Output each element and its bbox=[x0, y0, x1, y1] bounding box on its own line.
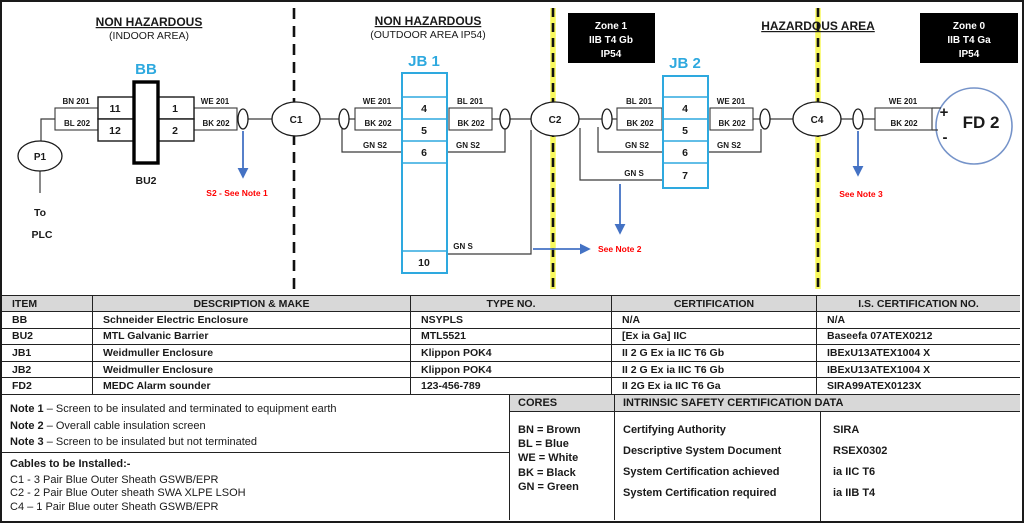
wire-label: GN S2 bbox=[624, 141, 650, 150]
terminal-number: 6 bbox=[682, 147, 688, 159]
table-cell: Klippon POK4 bbox=[411, 362, 612, 379]
table-cell: Weidmuller Enclosure bbox=[93, 362, 411, 379]
table-cell: MTL Galvanic Barrier bbox=[93, 329, 411, 346]
is-cert-label: Certifying Authority bbox=[623, 424, 726, 436]
is-cert-value: ia IIC T6 bbox=[833, 466, 876, 478]
cable-c4-label: C4 bbox=[810, 115, 824, 126]
core-bk: BK = Black bbox=[518, 466, 576, 479]
core-bn: BN = Brown bbox=[518, 424, 581, 436]
wire-label: BK 202 bbox=[364, 119, 392, 128]
zone1-line1: Zone 1 bbox=[594, 21, 628, 32]
table-cell: JB1 bbox=[2, 345, 93, 362]
terminal-number: 2 bbox=[172, 125, 178, 137]
table-cell: II 2G Ex ia IIC T6 Ga bbox=[612, 378, 817, 395]
table-cell: II 2 G Ex ia IIC T6 Gb bbox=[612, 345, 817, 362]
terminal-number: 10 bbox=[418, 257, 430, 269]
note1-text: S2 - See Note 1 bbox=[206, 188, 268, 198]
bb-title: BB bbox=[135, 61, 157, 78]
is-cert-values bbox=[820, 412, 1020, 521]
table-cell: IBExU13ATEX1004 X bbox=[817, 345, 1020, 362]
note-1 bbox=[10, 401, 501, 418]
bb-barrier-bar bbox=[134, 82, 158, 163]
is-cert-label: System Certification achieved bbox=[623, 466, 780, 478]
fd2-plus: + bbox=[939, 104, 949, 121]
note-1-text: – Screen to be insulated and terminated to equipment earth bbox=[46, 403, 337, 415]
cables-title: Cables to be Installed:- bbox=[10, 458, 131, 470]
equipment-table bbox=[2, 295, 1020, 395]
notes-panel bbox=[2, 395, 510, 520]
cable-item-c1: C1 - 3 Pair Blue Outer Sheath GSWB/EPR bbox=[10, 473, 219, 486]
is-cert-label: Descriptive System Document bbox=[623, 445, 782, 457]
to-plc-line1: To bbox=[33, 207, 47, 219]
hazardous-area-title: HAZARDOUS AREA bbox=[761, 19, 875, 33]
terminal-number: 4 bbox=[682, 103, 688, 115]
wire-label: GN S bbox=[624, 169, 644, 178]
cable-gland bbox=[500, 109, 510, 129]
is-cert-value: RSEX0302 bbox=[833, 445, 888, 457]
cable-c1-label: C1 bbox=[289, 115, 303, 126]
wire-label: WE 201 bbox=[362, 97, 392, 106]
outdoor-area-title: NON HAZARDOUS bbox=[374, 14, 482, 28]
table-cell: JB2 bbox=[2, 362, 93, 379]
p1-label: P1 bbox=[33, 152, 47, 163]
cable-gland bbox=[602, 109, 612, 129]
cable-gland bbox=[760, 109, 770, 129]
fd2-label: FD 2 bbox=[962, 113, 1000, 132]
indoor-area-title: NON HAZARDOUS bbox=[95, 15, 203, 29]
cable-item-c2: C2 - 2 Pair Blue Outer sheath SWA XLPE LSOH bbox=[10, 487, 246, 499]
col-header-is-cert-no: I.S. CERTIFICATION NO. bbox=[817, 296, 1020, 312]
wire-p1-to-cable bbox=[41, 119, 55, 141]
table-cell: BB bbox=[2, 312, 93, 329]
note-2-label: Note 2 bbox=[10, 419, 44, 432]
table-cell: SIRA99ATEX0123X bbox=[817, 378, 1020, 395]
note-1-label: Note 1 bbox=[10, 403, 44, 415]
note2-text: See Note 2 bbox=[598, 244, 642, 254]
indoor-area-sub: (INDOOR AREA) bbox=[109, 30, 189, 42]
table-cell: MTL5521 bbox=[411, 329, 612, 346]
wire-label: BL 202 bbox=[63, 119, 91, 128]
col-header-certification: CERTIFICATION bbox=[612, 296, 817, 312]
col-header-item: ITEM bbox=[2, 296, 93, 312]
note-2 bbox=[10, 418, 501, 435]
wire-label: GN S bbox=[453, 242, 473, 251]
wiring-diagram bbox=[2, 2, 1021, 293]
col-header-description: DESCRIPTION & MAKE bbox=[93, 296, 411, 312]
core-bl: BL = Blue bbox=[518, 438, 569, 451]
fd2-minus: - bbox=[942, 129, 948, 146]
terminal-number: 1 bbox=[172, 103, 178, 115]
table-cell: IBExU13ATEX1004 X bbox=[817, 362, 1020, 379]
terminal-number: 11 bbox=[109, 103, 121, 115]
jb2-title: JB 2 bbox=[669, 55, 701, 72]
table-cell: Weidmuller Enclosure bbox=[93, 345, 411, 362]
wire-label: WE 201 bbox=[200, 97, 230, 106]
cables-section bbox=[2, 453, 509, 519]
core-gn: GN = Green bbox=[518, 480, 579, 493]
jb1-title: JB 1 bbox=[408, 53, 440, 70]
outdoor-area-sub: (OUTDOOR AREA IP54) bbox=[370, 29, 486, 41]
terminal-number: 5 bbox=[421, 125, 427, 137]
cores-legend bbox=[510, 395, 615, 520]
cable-gland bbox=[853, 109, 863, 129]
cores-header: CORES bbox=[510, 395, 614, 412]
zone0-line1: Zone 0 bbox=[952, 21, 986, 32]
zone0-line3: IP54 bbox=[958, 49, 980, 60]
note3-text: See Note 3 bbox=[839, 189, 883, 199]
is-cert-value: ia IIB T4 bbox=[833, 487, 876, 499]
terminal-number: 5 bbox=[682, 125, 688, 137]
zone1-line3: IP54 bbox=[600, 49, 622, 60]
wire-label: GN S2 bbox=[716, 141, 742, 150]
table-cell: 123-456-789 bbox=[411, 378, 612, 395]
terminal-number: 12 bbox=[109, 125, 121, 137]
is-certification-panel bbox=[615, 395, 1020, 520]
note-3 bbox=[10, 434, 501, 451]
table-cell: MEDC Alarm sounder bbox=[93, 378, 411, 395]
is-cert-labels bbox=[615, 412, 820, 521]
wire-label: BK 202 bbox=[457, 119, 485, 128]
wire-label: BN 201 bbox=[62, 97, 90, 106]
zone1-line2: IIB T4 Gb bbox=[589, 35, 633, 46]
is-cert-value: SIRA bbox=[833, 424, 860, 436]
is-cert-label: System Certification required bbox=[623, 487, 777, 499]
terminal-number: 7 bbox=[682, 170, 688, 182]
table-cell: NSYPLS bbox=[411, 312, 612, 329]
note-2-text: – Overall cable insulation screen bbox=[46, 419, 206, 432]
wire-gns-c2-to-jb2 bbox=[580, 128, 663, 180]
cable-gland bbox=[238, 109, 248, 129]
wire-label: BK 202 bbox=[626, 119, 654, 128]
table-cell: Klippon POK4 bbox=[411, 345, 612, 362]
notes-section bbox=[2, 395, 509, 453]
bu2-label: BU2 bbox=[135, 175, 157, 187]
wire-label: WE 201 bbox=[888, 97, 918, 106]
table-cell: Baseefa 07ATEX0212 bbox=[817, 329, 1020, 346]
table-cell: BU2 bbox=[2, 329, 93, 346]
core-we: WE = White bbox=[518, 452, 579, 465]
cable-gland bbox=[339, 109, 349, 129]
cable-item-c4: C4 – 1 Pair Blue outer Sheath GSWB/EPR bbox=[10, 500, 219, 513]
wire-label: BK 202 bbox=[202, 119, 230, 128]
table-cell: FD2 bbox=[2, 378, 93, 395]
terminal-number: 4 bbox=[421, 103, 427, 115]
wire-label: WE 201 bbox=[716, 97, 746, 106]
to-plc-line2: PLC bbox=[31, 229, 53, 241]
table-cell: II 2 G Ex ia IIC T6 Gb bbox=[612, 362, 817, 379]
table-cell: N/A bbox=[612, 312, 817, 329]
col-header-type: TYPE NO. bbox=[411, 296, 612, 312]
note-3-label: Note 3 bbox=[10, 436, 44, 448]
cable-c2-label: C2 bbox=[548, 115, 562, 126]
wire-label: BL 201 bbox=[456, 97, 484, 106]
table-cell: [Ex ia Ga] IIC bbox=[612, 329, 817, 346]
table-cell: N/A bbox=[817, 312, 1020, 329]
wire-label: GN S2 bbox=[362, 141, 388, 150]
is-cert-header: INTRINSIC SAFETY CERTIFICATION DATA bbox=[615, 395, 1020, 412]
cores-list bbox=[510, 412, 614, 494]
table-cell: Schneider Electric Enclosure bbox=[93, 312, 411, 329]
wire-label: BK 202 bbox=[890, 119, 918, 128]
zone0-line2: IIB T4 Ga bbox=[947, 35, 991, 46]
wire-label: GN S2 bbox=[455, 141, 481, 150]
wire-label: BL 201 bbox=[625, 97, 653, 106]
note-3-text: – Screen to be insulated but not terminated bbox=[46, 436, 258, 448]
wire-label: BK 202 bbox=[718, 119, 746, 128]
terminal-number: 6 bbox=[421, 147, 427, 159]
